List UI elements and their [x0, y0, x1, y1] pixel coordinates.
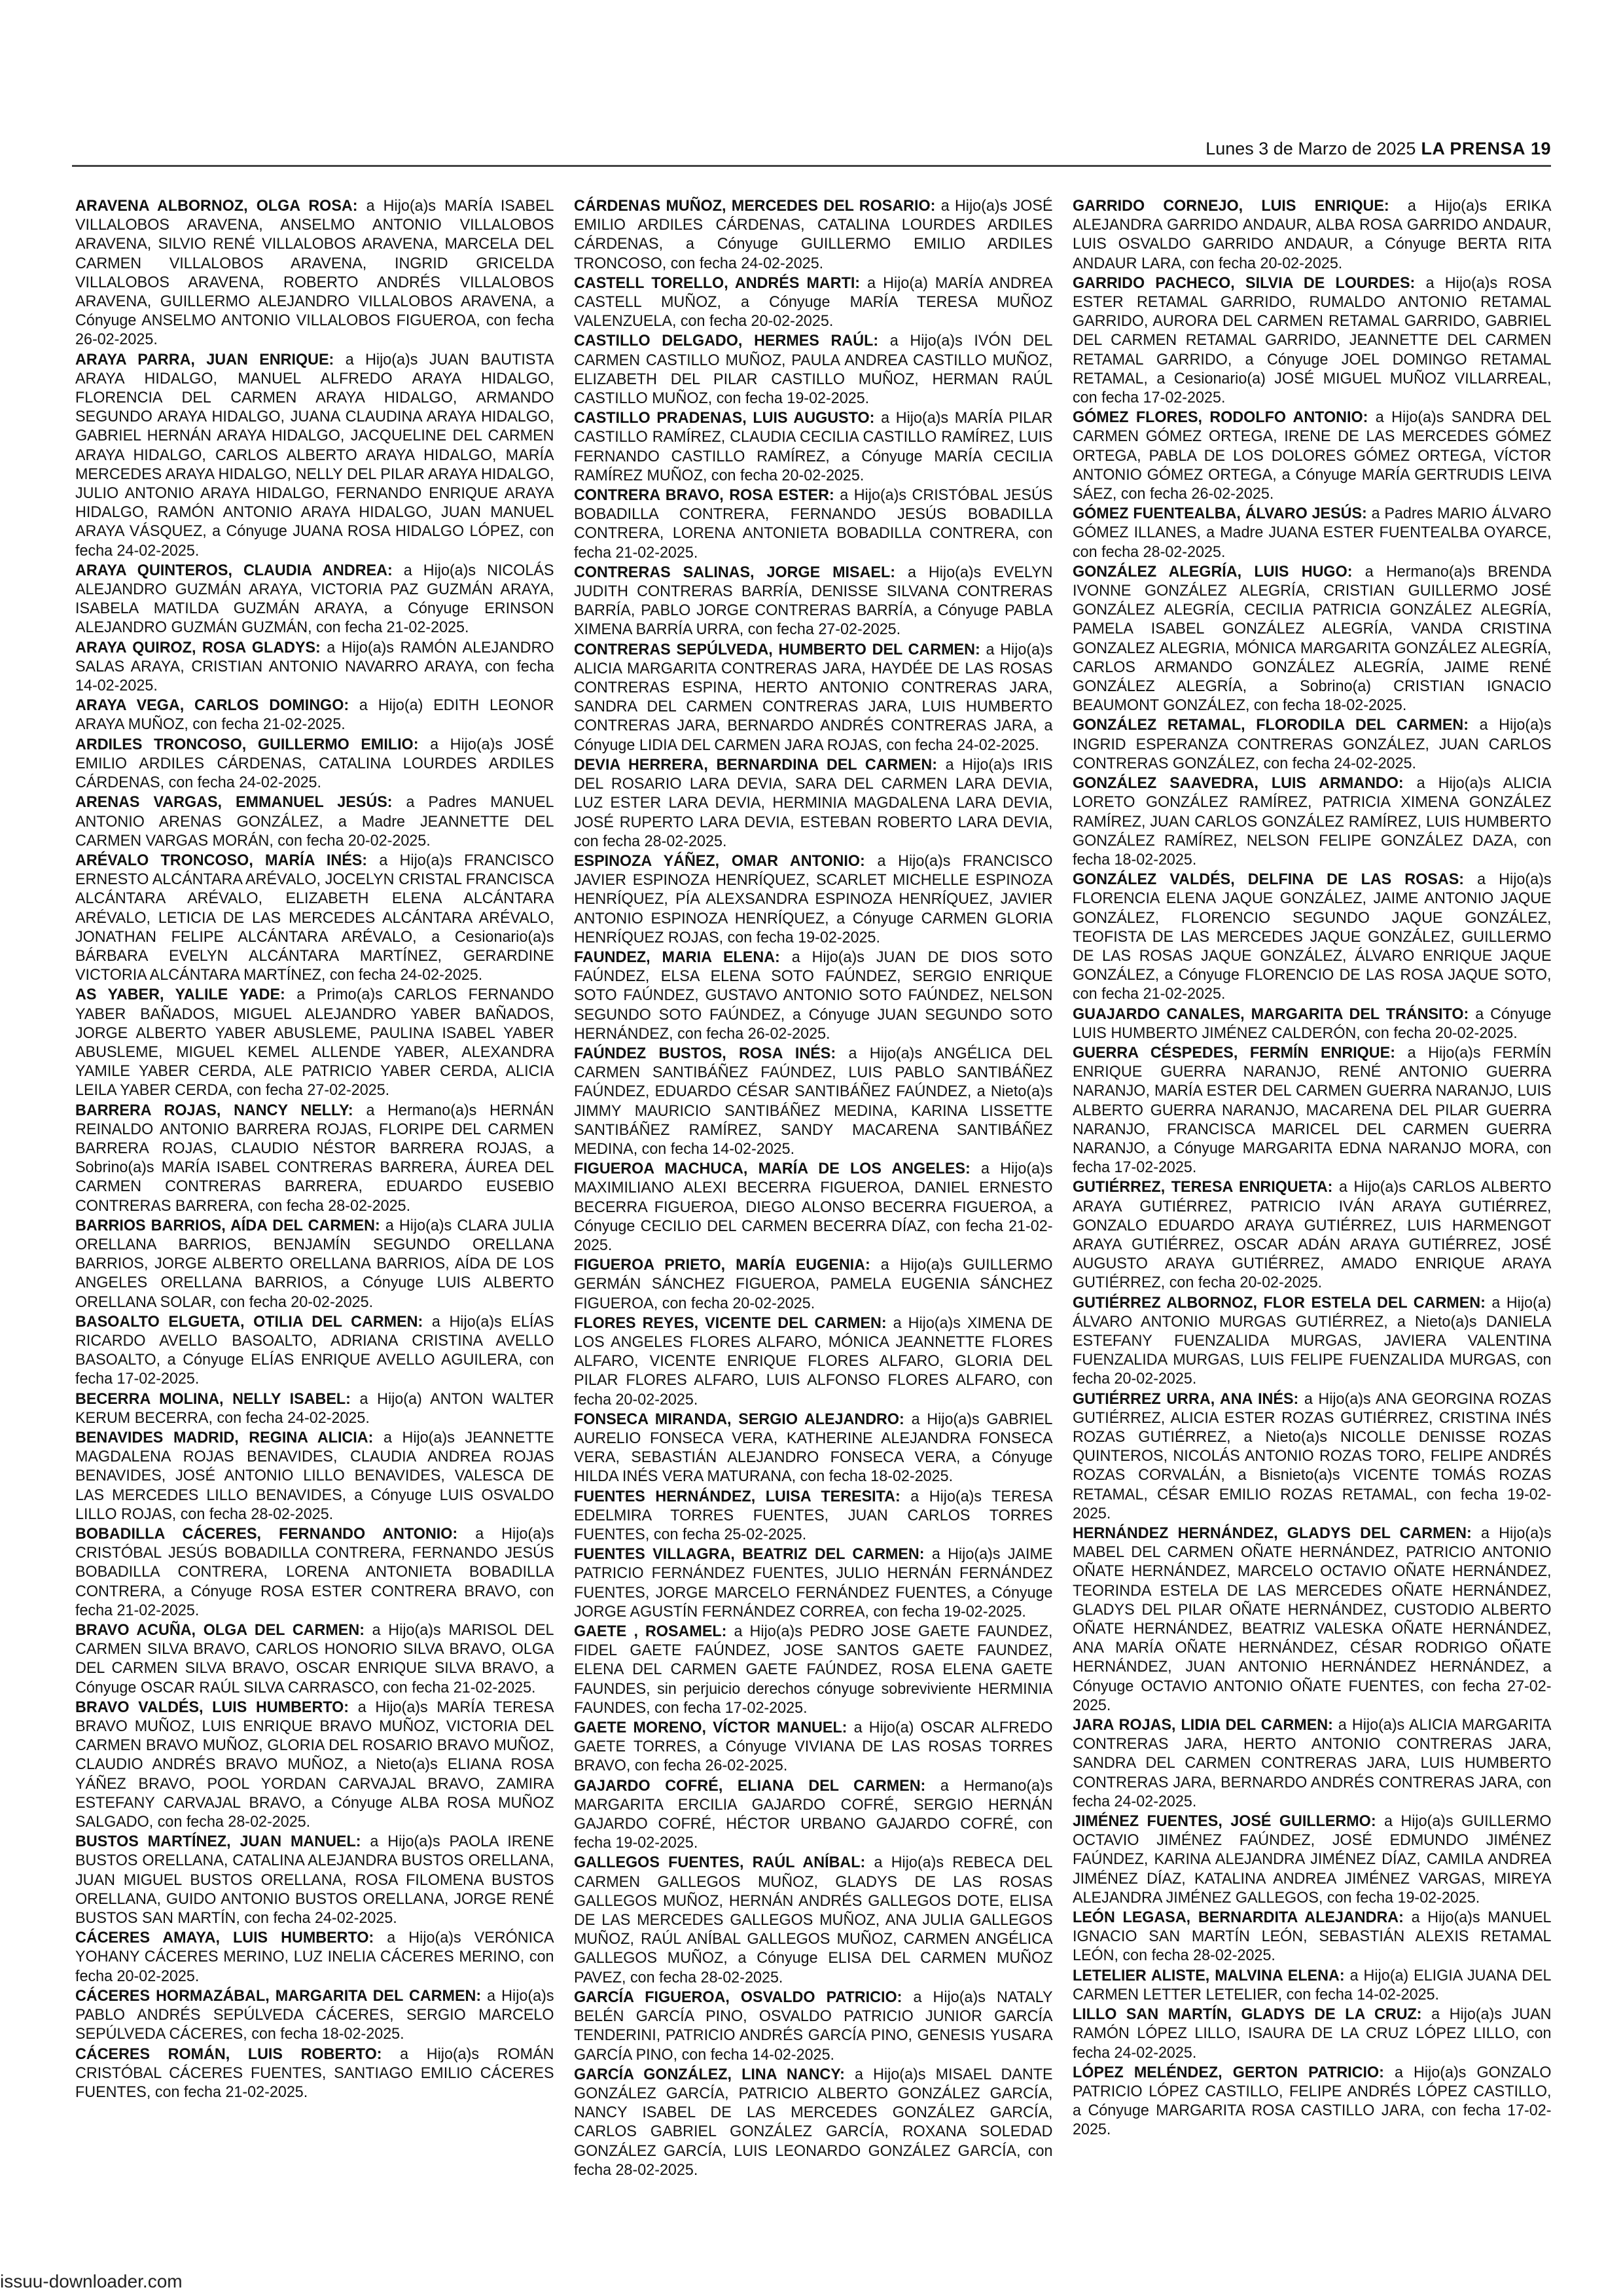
notice-entry: [75, 1928, 554, 1986]
notice-text: a Hijo(a)s FRANCISCO ERNESTO ALCÁNTARA ARÉVALO, JOCELYN CRISTAL FRANCISCA ALCÁNTARA ARÉVALO, ELIZABETH ELENA ALCÁNTARA ARÉVALO, LETICIA DE LAS MERCEDES ALCÁNTARA ARÉVALO, JONATHAN FELIPE ALCÁNTARA ARÉVALO, a Cesionario(a)s BÁRBARA EVELYN ALCÁNTARA MARTÍNEZ, GERARDINE VICTORIA ALCÁNTARA MARTÍNEZ, con fecha 24-02-2025.: [75, 851, 554, 984]
notice-name: GALLEGOS FUENTES, RAÚL ANÍBAL:: [574, 1854, 866, 1872]
notice-entry: [574, 1487, 1053, 1545]
notice-name: GONZÁLEZ ALEGRÍA, LUIS HUGO:: [1073, 562, 1353, 581]
notice-name: BARRIOS BARRIOS, AÍDA DEL CARMEN:: [75, 1216, 380, 1234]
notice-name: BRAVO ACUÑA, OLGA DEL CARMEN:: [75, 1621, 365, 1640]
notice-name: CASTILLO DELGADO, HERMES RAÚL:: [574, 332, 879, 350]
notice-entry: [1073, 774, 1552, 869]
notice-text: a Hijo(a) EDITH LEONOR ARAYA MUÑOZ, con fecha 21-02-2025.: [75, 696, 554, 734]
notice-name: LEÓN LEGASA, BERNARDITA ALEJANDRA:: [1073, 1909, 1404, 1927]
notice-entry: [75, 638, 554, 696]
notice-entry: [75, 561, 554, 637]
notice-entry: [574, 1410, 1053, 1486]
notice-entry: [1073, 1043, 1552, 1177]
notice-entry: [574, 274, 1053, 331]
notice-text: a Padres MARIO ÁLVARO GÓMEZ ILLANES, a Madre JUANA ESTER FUENTEALBA OYARCE, con fecha 28-02-2025.: [1073, 505, 1552, 561]
notice-entry: [574, 2065, 1053, 2179]
notice-name: BASOALTO ELGUETA, OTILIA DEL CARMEN:: [75, 1312, 423, 1331]
notice-text: a Hijo(a)s GONZALO PATRICIO LÓPEZ CASTILLO, FELIPE ANDRÉS LÓPEZ CASTILLO, a Cónyuge MARGARITA ROSA CASTILLO JARA, con fecha 17-02-2025.: [1073, 2063, 1552, 2139]
notice-text: a Hijo(a)s MARÍA ISABEL VILLALOBOS ARAVENA, ANSELMO ANTONIO VILLALOBOS ARAVENA, SILVIO RENÉ VILLALOBOS ARAVENA, MARCELA DEL CARMEN VILLALOBOS ARAVENA, INGRID GRICELDA VILLALOBOS ARAVENA, ROBERTO ANDRÉS VILLALOBOS ARAVENA, GUILLERMO ALEJANDRO VILLALOBOS ARAVENA, a Cónyuge ANSELMO ANTONIO VILLALOBOS FIGUEROA, con fecha 26-02-2025.: [75, 197, 554, 349]
notice-text: a Hijo(a)s MABEL DEL CARMEN OÑATE HERNÁNDEZ, PATRICIO ANTONIO OÑATE HERNÁNDEZ, MARCELO OCTAVIO OÑATE HERNÁNDEZ, TEORINDA ESTELA DE LAS MERCEDES OÑATE HERNÁNDEZ, GLADYS DEL PILAR OÑATE HERNÁNDEZ, CUSTODIO ALBERTO OÑATE HERNÁNDEZ, BEATRIZ VALESKA OÑATE HERNÁNDEZ, ANA MARÍA OÑATE HERNÁNDEZ, CÉSAR RODRIGO OÑATE HERNÁNDEZ, JUAN ANTONIO HERNÁNDEZ HERNÁNDEZ, a Cónyuge OCTAVIO ANTONIO OÑATE FUENTES, con fecha 27-02-2025.: [1073, 1524, 1552, 1714]
notice-name: LETELIER ALISTE, MALVINA ELENA:: [1073, 1966, 1345, 1984]
notice-name: ARAYA PARRA, JUAN ENRIQUE:: [75, 350, 334, 368]
notice-name: FLORES REYES, VICENTE DEL CARMEN:: [574, 1314, 887, 1332]
notice-entry: [574, 1255, 1053, 1313]
column-3: [1073, 196, 1552, 2180]
notice-name: DEVIA HERRERA, BERNARDINA DEL CARMEN:: [574, 755, 937, 774]
notice-name: BECERRA MOLINA, NELLY ISABEL:: [75, 1390, 351, 1408]
notice-text: a Hijo(a)s JUAN DE DIOS SOTO FAÚNDEZ, ELSA ELENA SOTO FAÚNDEZ, SERGIO ENRIQUE SOTO FAÚNDEZ, GUSTAVO ANTONIO SOTO FAÚNDEZ, NELSON SEGUNDO SOTO FAÚNDEZ, a Cónyuge JUAN SEGUNDO SOTO HERNÁNDEZ, con fecha 26-02-2025.: [574, 948, 1053, 1043]
notice-entry: [574, 1988, 1053, 2064]
notice-name: FIGUEROA PRIETO, MARÍA EUGENIA:: [574, 1256, 870, 1274]
notice-text: a Hijo(a)s CLARA JULIA ORELLANA BARRIOS, BENJAMÍN SEGUNDO ORELLANA BARRIOS, JORGE ALBERTO ORELLANA BARRIOS, AÍDA DE LOS ANGELES ORELLANA BARRIOS, a Cónyuge LUIS ALBERTO ORELLANA SOLAR, con fecha 20-02-2025.: [75, 1216, 554, 1311]
notice-name: HERNÁNDEZ HERNÁNDEZ, GLADYS DEL CARMEN:: [1073, 1524, 1472, 1543]
notice-name: GÓMEZ FUENTEALBA, ÁLVARO JESÚS:: [1073, 505, 1367, 523]
notice-name: ARAYA VEGA, CARLOS DOMINGO:: [75, 696, 349, 715]
notice-entry: [1073, 1005, 1552, 1043]
notice-entry: [1073, 408, 1552, 503]
notice-text: a Hijo(a)s MARÍA TERESA BRAVO MUÑOZ, LUIS ENRIQUE BRAVO MUÑOZ, VICTORIA DEL CARMEN BRAVO MUÑOZ, GLORIA DEL ROSARIO BRAVO MUÑOZ, CLAUDIO ANDRÉS BRAVO MUÑOZ, a Nieto(a)s ELIANA ROSA YÁÑEZ BRAVO, POOL YORDAN CARVAJAL BRAVO, ZAMIRA ESTEFANY CARVAJAL BRAVO, a Cónyuge ALBA ROSA MUÑOZ SALGADO, con fecha 28-02-2025.: [75, 1698, 554, 1831]
notice-entry: [574, 196, 1053, 273]
notice-entry: [574, 1718, 1053, 1776]
notice-entry: [574, 640, 1053, 755]
notice-text: a Hijo(a)s ALICIA MARGARITA CONTRERAS JARA, HAYDÉE DE LAS ROSAS CONTRERAS ESPINA, HERTO ANTONIO CONTRERAS JARA, SANDRA DEL CARMEN CONTRERAS JARA, LUIS HUMBERTO CONTRERAS JARA, BERNARDO ANDRÉS CONTRERAS JARA, a Cónyuge LIDIA DEL CARMEN JARA ROJAS, con fecha 24-02-2025.: [574, 640, 1053, 754]
notice-text: a Hijo(a)s GUILLERMO OCTAVIO JIMÉNEZ FAÚNDEZ, JOSÉ EDMUNDO JIMÉNEZ FAÚNDEZ, KARINA ALEJANDRA JIMÉNEZ DÍAZ, CAMILA ANDREA JIMÉNEZ DÍAZ, KATALINA ANDREA JIMÉNEZ VARGAS, MIREYA ALEJANDRA JIMÉNEZ GALLEGOS, con fecha 19-02-2025.: [1073, 1812, 1552, 1907]
notice-entry: [1073, 1812, 1552, 1907]
notice-entry: [1073, 196, 1552, 273]
notice-entry: [574, 1044, 1053, 1158]
notice-name: CÁCERES AMAYA, LUIS HUMBERTO:: [75, 1929, 374, 1947]
notice-text: a Hijo(a)s ALICIA MARGARITA CONTRERAS JARA, HERTO ANTONIO CONTRERAS JARA, SANDRA DEL CARMEN CONTRERAS JARA, LUIS HUMBERTO CONTRERAS JARA, BERNARDO ANDRÉS CONTRERAS JARA, con fecha 24-02-2025.: [1073, 1716, 1552, 1810]
notices-columns: [75, 196, 1554, 2180]
notice-text: a Hijo(a) ELIGIA JUANA DEL CARMEN LETTER LETELIER, con fecha 14-02-2025.: [1073, 1966, 1552, 2003]
notice-text: a Hijo(a)s CARLOS ALBERTO ARAYA GUTIÉRREZ, PATRICIO IVÁN ARAYA GUTIÉRREZ, GONZALO EDUARDO ARAYA GUTIÉRREZ, LUIS HARMENGOT ARAYA GUTIÉRREZ, OSCAR ADÁN ARAYA GUTIÉRREZ, JOSÉ AUGUSTO ARAYA GUTIÉRREZ, AMADO ENRIQUE ARAYA GUTIÉRREZ, con fecha 20-02-2025.: [1073, 1178, 1552, 1292]
notice-text: a Hijo(a)s ROSA ESTER RETAMAL GARRIDO, RUMALDO ANTONIO RETAMAL GARRIDO, AURORA DEL CARMEN RETAMAL GARRIDO, GABRIEL DEL CARMEN RETAMAL GARRIDO, JEANNETTE DEL CARMEN RETAMAL GARRIDO, a Cónyuge JOEL DOMINGO RETAMAL RETAMAL, a Cesionario(a) JOSÉ MIGUEL MUÑOZ VILLARREAL, con fecha 17-02-2025.: [1073, 274, 1552, 407]
notice-text: a Hermano(a)s HERNÁN REINALDO ANTONIO BARRERA ROJAS, FLORIPE DEL CARMEN BARRERA ROJAS, CLAUDIO NÉSTOR BARRERA ROJAS, a Sobrino(a)s MARÍA ISABEL CONTRERAS BARRERA, ÁUREA DEL CARMEN CONTRERAS BARRERA, EDUARDO EUSEBIO CONTRERAS BARRERA, con fecha 28-02-2025.: [75, 1101, 554, 1215]
notice-name: BRAVO VALDÉS, LUIS HUMBERTO:: [75, 1698, 349, 1716]
notice-entry: [1073, 2005, 1552, 2062]
notice-name: GARCÍA FIGUEROA, OSVALDO PATRICIO:: [574, 1988, 902, 2006]
notice-name: GARRIDO CORNEJO, LUIS ENRIQUE:: [1073, 197, 1389, 215]
header-date: Lunes 3 de Marzo de 2025: [1205, 139, 1416, 158]
notice-entry: [574, 408, 1053, 485]
column-2: [574, 196, 1053, 2180]
notice-text: a Hijo(a)s FLORENCIA ELENA JAQUE GONZÁLEZ, JAIME ANTONIO JAQUE GONZÁLEZ, FLORENCIO SEGUNDO JAQUE GONZÁLEZ, TEOFISTA DE LAS MERCEDES JAQUE GONZÁLEZ, GUILLERMO DE LAS ROSAS JAQUE GONZÁLEZ, ÁLVARO ENRIQUE JAQUE GONZÁLEZ, a Cónyuge FLORENCIO DE LAS ROSA JAQUE SOTO, con fecha 21-02-2025.: [1073, 870, 1552, 1003]
notice-name: GUERRA CÉSPEDES, FERMÍN ENRIQUE:: [1073, 1043, 1395, 1062]
notice-entry: [1073, 274, 1552, 407]
notice-text: a Hijo(a)s JUAN RAMÓN LÓPEZ LILLO, ISAURA DE LA CRUZ LÓPEZ LILLO, con fecha 24-02-2025.: [1073, 2005, 1552, 2062]
notice-text: a Hijo(a)s ROMÁN CRISTÓBAL CÁCERES FUENTES, SANTIAGO EMILIO CÁCERES FUENTES, con fecha 21-02-2025.: [75, 2045, 554, 2101]
notice-entry: [574, 1776, 1053, 1853]
notice-text: a Hijo(a) ÁLVARO ANTONIO MURGAS GUTIÉRREZ, a Nieto(a)s DANIELA ESTEFANY FUENZALIDA MURGAS, JAVIERA VALENTINA FUENZALIDA MURGAS, LUIS FELIPE FUENZALIDA MURGAS, con fecha 20-02-2025.: [1073, 1293, 1552, 1388]
notice-name: FIGUEROA MACHUCA, MARÍA DE LOS ANGELES:: [574, 1160, 971, 1178]
notice-entry: [75, 851, 554, 984]
notice-text: a Hijo(a)s VERÓNICA YOHANY CÁCERES MERINO, LUZ INELIA CÁCERES MERINO, con fecha 20-02-2025.: [75, 1929, 554, 1985]
notice-entry: [574, 331, 1053, 408]
notice-text: a Hijo(a)s MAXIMILIANO ALEXI BECERRA FIGUEROA, DANIEL ERNESTO BECERRA FIGUEROA, DIEGO ALONSO BECERRA FIGUEROA, a Cónyuge CECILIO DEL CARMEN BECERRA DÍAZ, con fecha 21-02-2025.: [574, 1160, 1053, 1254]
notice-name: JIMÉNEZ FUENTES, JOSÉ GUILLERMO:: [1073, 1812, 1376, 1831]
notice-entry: [75, 1216, 554, 1312]
notice-text: a Hijo(a)s JUAN BAUTISTA ARAYA HIDALGO, MANUEL ALFREDO ARAYA HIDALGO, FLORENCIA DEL CARMEN ARAYA HIDALGO, ARMANDO SEGUNDO ARAYA HIDALGO, JUANA CLAUDINA ARAYA HIDALGO, GABRIEL HERNÁN ARAYA HIDALGO, JACQUELINE DEL CARMEN ARAYA HIDALGO, CARLOS ALBERTO ARAYA HIDALGO, MARÍA MERCEDES ARAYA HIDALGO, NELLY DEL PILAR ARAYA HIDALGO, JULIO ANTONIO ARAYA HIDALGO, FERNANDO ENRIQUE ARAYA HIDALGO, RAMÓN ANTONIO ARAYA HIDALGO, JUAN MANUEL ARAYA VÁSQUEZ, a Cónyuge JUANA ROSA HIDALGO LÓPEZ, con fecha 24-02-2025.: [75, 350, 554, 560]
notice-text: a Hijo(a)s GUILLERMO GERMÁN SÁNCHEZ FIGUEROA, PAMELA EUGENIA SÁNCHEZ FIGUEROA, con fecha 20-02-2025.: [574, 1256, 1053, 1312]
notice-entry: [574, 1314, 1053, 1409]
notice-name: GUAJARDO CANALES, MARGARITA DEL TRÁNSITO:: [1073, 1005, 1469, 1023]
notice-text: a Hijo(a) MARÍA ANDREA CASTELL MUÑOZ, a Cónyuge MARÍA TERESA MUÑOZ VALENZUELA, con fecha 20-02-2025.: [574, 274, 1053, 331]
notice-text: a Hijo(a)s ALICIA LORETO GONZÁLEZ RAMÍREZ, PATRICIA XIMENA GONZÁLEZ RAMÍREZ, JUAN CARLOS GONZÁLEZ RAMÍREZ, LUIS HUMBERTO GONZÁLEZ RAMÍREZ, NELSON FELIPE GONZÁLEZ DAZA, con fecha 18-02-2025.: [1073, 774, 1552, 869]
page-header: [1205, 139, 1551, 159]
notice-text: a Cónyuge LUIS HUMBERTO JIMÉNEZ CALDERÓN, con fecha 20-02-2025.: [1073, 1005, 1552, 1042]
notice-entry: [1073, 1293, 1552, 1389]
notice-text: a Hijo(a)s JOSÉ EMILIO ARDILES CÁRDENAS, CATALINA LOURDES ARDILES CÁRDENAS, con fecha 24-02-2025.: [75, 735, 554, 792]
notice-name: JARA ROJAS, LIDIA DEL CARMEN:: [1073, 1716, 1333, 1734]
notice-name: FAÚNDEZ BUSTOS, ROSA INÉS:: [574, 1044, 836, 1062]
notice-entry: [75, 196, 554, 350]
notice-text: a Hijo(a)s EVELYN JUDITH CONTRERAS BARRÍA, DENISSE SILVANA CONTRERAS BARRÍA, PABLO JORGE CONTRERAS BARRÍA, a Cónyuge PABLA XIMENA BARRÍA URRA, con fecha 27-02-2025.: [574, 563, 1053, 639]
notice-text: a Hermano(a)s BRENDA IVONNE GONZÁLEZ ALEGRÍA, CRISTIAN GUILLERMO JOSÉ GONZÁLEZ ALEGRÍA, CECILIA PATRICIA GONZÁLEZ ALEGRÍA, PAMELA ISABEL GONZÁLEZ ALEGRÍA, VANDA CRISTINA GONZALEZ ALEGRIA, MÓNICA MARGARITA GONZÁLEZ ALEGRÍA, CARLOS ARMANDO GONZÁLEZ ALEGRÍA, JAIME RENÉ GONZÁLEZ ALEGRÍA, a Sobrino(a) CRISTIAN IGNACIO BEAUMONT GONZÁLEZ, con fecha 18-02-2025.: [1073, 562, 1552, 715]
notice-entry: [1073, 870, 1552, 1003]
notice-text: a Hijo(a) OSCAR ALFREDO GAETE TORRES, a Cónyuge VIVIANA DE LAS ROSAS TORRES BRAVO, con fecha 26-02-2025.: [574, 1719, 1053, 1775]
notice-name: CONTRERA BRAVO, ROSA ESTER:: [574, 486, 834, 505]
notice-text: a Hermano(a)s MARGARITA ERCILIA GAJARDO COFRÉ, SERGIO HERNÁN GAJARDO COFRÉ, HÉCTOR URBANO GAJARDO COFRÉ, con fecha 19-02-2025.: [574, 1776, 1053, 1852]
notice-text: a Hijo(a)s JOSÉ EMILIO ARDILES CÁRDENAS, CATALINA LOURDES ARDILES CÁRDENAS, a Cónyuge GUILLERMO EMILIO ARDILES TRONCOSO, con fecha 24-02-2025.: [574, 197, 1053, 272]
notice-text: a Hijo(a)s PEDRO JOSE GAETE FAUNDEZ, FIDEL GAETE FAÚNDEZ, JOSE SANTOS GAETE FAUNDEZ, ELENA DEL CARMEN GAETE FAÚNDEZ, ROSA ELENA GAETE FAUNDES, sin perjuicio derechos cónyuge sobreviviente HERMINIA FAUNDES, con fecha 17-02-2025.: [574, 1623, 1053, 1717]
notice-text: a Hijo(a)s JEANNETTE MAGDALENA ROJAS BENAVIDES, CLAUDIA ANDREA ROJAS BENAVIDES, JOSÉ ANTONIO LILLO BENAVIDES, VALESCA DE LAS MERCEDES LILLO BENAVIDES, a Cónyuge LUIS OSVALDO LILLO ROJAS, con fecha 28-02-2025.: [75, 1429, 554, 1523]
column-1: [75, 196, 554, 2180]
notice-entry: [75, 1390, 554, 1427]
notice-text: a Hijo(a)s FERMÍN ENRIQUE GUERRA NARANJO, RENÉ ANTONIO GUERRA NARANJO, MARÍA ESTER DEL CARMEN GUERRA NARANJO, LUIS ALBERTO GUERRA NARANJO, MACARENA DEL PILAR GUERRA NARANJO, FRANCISCA MARICEL DEL CARMEN GUERRA NARANJO, a Cónyuge MARGARITA EDNA NARANJO MORA, con fecha 17-02-2025.: [1073, 1043, 1552, 1177]
notice-text: a Hijo(a)s NICOLÁS ALEJANDRO GUZMÁN ARAYA, VICTORIA PAZ GUZMÁN ARAYA, ISABELA MATILDA GUZMÁN ARAYA, a Cónyuge ERINSON ALEJANDRO GUZMÁN GUZMÁN, con fecha 21-02-2025.: [75, 561, 554, 637]
notice-name: ARAVENA ALBORNOZ, OLGA ROSA:: [75, 197, 358, 215]
notice-entry: [574, 948, 1053, 1043]
notice-name: AS YABER, YALILE YADE:: [75, 986, 285, 1004]
notice-entry: [75, 1698, 554, 1831]
notice-name: CÁRDENAS MUÑOZ, MERCEDES DEL ROSARIO:: [574, 197, 936, 215]
notice-name: CONTRERAS SEPÚLVEDA, HUMBERTO DEL CARMEN:: [574, 640, 980, 658]
notice-text: a Hijo(a)s GABRIEL AURELIO FONSECA VERA, KATHERINE ALEJANDRA FONSECA VERA, SEBASTIÁN ALEJANDRO FONSECA VERA, a Cónyuge HILDA INÉS VERA MATURANA, con fecha 18-02-2025.: [574, 1410, 1053, 1486]
notice-entry: [1073, 1908, 1552, 1965]
notice-entry: [75, 1986, 554, 2044]
notice-text: a Hijo(a)s NATALY BELÉN GARCÍA PINO, OSVALDO PATRICIO JUNIOR GARCÍA TENDERINI, PATRICIO ANDRÉS GARCÍA PINO, GENESIS YUSARA GARCÍA PINO, con fecha 14-02-2025.: [574, 1988, 1053, 2064]
notice-text: a Hijo(a)s INGRID ESPERANZA CONTRERAS GONZÁLEZ, JUAN CARLOS CONTRERAS GONZÁLEZ, con fecha 24-02-2025.: [1073, 716, 1552, 772]
notice-entry: [574, 1622, 1053, 1717]
notice-name: GONZÁLEZ SAAVEDRA, LUIS ARMANDO:: [1073, 774, 1404, 793]
notice-text: a Hijo(a) ANTON WALTER KERUM BECERRA, con fecha 24-02-2025.: [75, 1390, 554, 1427]
notice-name: LÓPEZ MELÉNDEZ, GERTON PATRICIO:: [1073, 2063, 1384, 2081]
notice-text: a Hijo(a)s ANGÉLICA DEL CARMEN SANTIBÁÑEZ FAÚNDEZ, LUIS PABLO SANTIBÁÑEZ FAÚNDEZ, EDUARDO CÉSAR SANTIBÁÑEZ FAÚNDEZ, a Nieto(a)s JIMMY MAURICIO SANTIBÁÑEZ MEDINA, KARINA LISSETTE SANTIBÁÑEZ RAMÍREZ, SANDY MACARENA SANTIBÁÑEZ MEDINA, con fecha 14-02-2025.: [574, 1044, 1053, 1158]
notice-name: CÁCERES HORMAZÁBAL, MARGARITA DEL CARMEN:: [75, 1986, 482, 2005]
notice-entry: [75, 793, 554, 850]
notice-name: GAETE MORENO, VÍCTOR MANUEL:: [574, 1719, 847, 1737]
notice-name: ARAYA QUIROZ, ROSA GLADYS:: [75, 638, 321, 656]
notice-entry: [574, 755, 1053, 851]
notice-entry: [574, 852, 1053, 947]
notice-entry: [75, 1832, 554, 1928]
notice-name: GAJARDO COFRÉ, ELIANA DEL CARMEN:: [574, 1776, 926, 1795]
notice-entry: [75, 350, 554, 560]
notice-text: a Padres MANUEL ANTONIO ARENAS GONZÁLEZ, a Madre JEANNETTE DEL CARMEN VARGAS MORÁN, con fecha 20-02-2025.: [75, 793, 554, 850]
notice-name: FAUNDEZ, MARIA ELENA:: [574, 948, 780, 966]
notice-entry: [574, 486, 1053, 562]
notice-entry: [1073, 1177, 1552, 1292]
notice-entry: [75, 2045, 554, 2102]
notice-name: GUTIÉRREZ, TERESA ENRIQUETA:: [1073, 1178, 1333, 1196]
notice-entry: [574, 1159, 1053, 1255]
notice-name: GARCÍA GONZÁLEZ, LINA NANCY:: [574, 2065, 845, 2083]
notice-name: GONZÁLEZ RETAMAL, FLORODILA DEL CARMEN:: [1073, 716, 1469, 734]
notice-text: a Hijo(a)s JAIME PATRICIO FERNÁNDEZ FUENTES, JULIO HERNÁN FERNÁNDEZ FUENTES, JORGE MARCELO FERNÁNDEZ FUENTES, a Cónyuge JORGE AGUSTÍN FERNÁNDEZ CORREA, con fecha 19-02-2025.: [574, 1545, 1053, 1621]
notice-entry: [75, 1524, 554, 1620]
notice-entry: [75, 735, 554, 793]
notice-name: BENAVIDES MADRID, REGINA ALICIA:: [75, 1429, 374, 1446]
notice-entry: [1073, 1966, 1552, 2004]
notice-entry: [1073, 562, 1552, 715]
notice-entry: [1073, 504, 1552, 562]
notice-text: a Hijo(a)s MARISOL DEL CARMEN SILVA BRAVO, CARLOS HONORIO SILVA BRAVO, OLGA DEL CARMEN SILVA BRAVO, OSCAR ENRIQUE SILVA BRAVO, a Cónyuge OSCAR RAÚL SILVA CARRASCO, con fecha 21-02-2025.: [75, 1621, 554, 1696]
notice-entry: [1073, 1390, 1552, 1523]
notice-text: a Hijo(a)s MISAEL DANTE GONZÁLEZ GARCÍA, PATRICIO ALBERTO GONZÁLEZ GARCÍA, NANCY ISABEL DE LAS MERCEDES GONZÁLEZ GARCÍA, CARLOS GABRIEL GONZÁLEZ GARCÍA, ROXANA SOLEDAD GONZÁLEZ GARCÍA, LUIS LEONARDO GONZÁLEZ GARCÍA, con fecha 28-02-2025.: [574, 2065, 1053, 2179]
notice-text: a Hijo(a)s ANA GEORGINA ROZAS GUTIÉRREZ, ALICIA ESTER ROZAS GUTIÉRREZ, CRISTINA INÉS ROZAS GUTIÉRREZ, a Nieto(a)s NICOLLE DENISSE ROZAS QUINTEROS, NICOLÁS ANTONIO ROZAS TORO, FELIPE ANDRÉS ROZAS CORVALÁN, a Bisnieto(a)s VICENTE TOMÁS ROZAS RETAMAL, CÉSAR EMILIO ROZAS RETAMAL, con fecha 19-02-2025.: [1073, 1390, 1552, 1522]
page-number: 19: [1530, 139, 1551, 158]
notice-text: a Hijo(a)s FRANCISCO JAVIER ESPINOZA HENRÍQUEZ, SCARLET MICHELLE ESPINOZA HENRÍQUEZ, PÍA ALEXSANDRA ESPINOZA HENRÍQUEZ, JAVIER ANTONIO ESPINOZA HENRÍQUEZ, a Cónyuge CARMEN GLORIA HENRÍQUEZ ROJAS, con fecha 19-02-2025.: [574, 852, 1053, 946]
header-rule: [72, 165, 1551, 167]
notice-text: a Hijo(a)s REBECA DEL CARMEN GALLEGOS MUÑOZ, GLADYS DE LAS ROSAS GALLEGOS MUÑOZ, HERNÁN ANDRÉS GALLEGOS DOTE, ELISA DE LAS MERCEDES GALLEGOS MUÑOZ, ANA JULIA GALLEGOS MUÑOZ, RAÚL ANÍBAL GALLEGOS MUÑOZ, CARMEN ANGÉLICA GALLEGOS MUÑOZ, a Cónyuge ELISA DEL CARMEN MUÑOZ PAVEZ, con fecha 28-02-2025.: [574, 1854, 1053, 1986]
notice-name: CÁCERES ROMÁN, LUIS ROBERTO:: [75, 2045, 382, 2063]
notice-entry: [75, 1428, 554, 1524]
notice-name: ARDILES TRONCOSO, GUILLERMO EMILIO:: [75, 735, 419, 753]
notice-name: GONZÁLEZ VALDÉS, DELFINA DE LAS ROSAS:: [1073, 870, 1465, 889]
notice-text: a Hijo(a)s TERESA EDELMIRA TORRES FUENTES, JUAN CARLOS TORRES FUENTES, con fecha 25-02-2025.: [574, 1487, 1053, 1544]
notice-text: a Hijo(a)s XIMENA DE LOS ANGELES FLORES ALFARO, MÓNICA JEANNETTE FLORES ALFARO, VICENTE ENRIQUE FLORES ALFARO, GLORIA DEL PILAR FLORES ALFARO, LUIS ALFONSO FLORES ALFARO, con fecha 20-02-2025.: [574, 1314, 1053, 1408]
notice-entry: [75, 1621, 554, 1697]
notice-text: a Hijo(a)s IRIS DEL ROSARIO LARA DEVIA, SARA DEL CARMEN LARA DEVIA, LUZ ESTER LARA DEVIA, HERMINIA MAGDALENA LARA DEVIA, JOSÉ RUPERTO LARA DEVIA, ESTEBAN ROBERTO LARA DEVIA, con fecha 28-02-2025.: [574, 755, 1053, 850]
notice-entry: [1073, 715, 1552, 773]
notice-entry: [75, 1312, 554, 1389]
notice-text: a Hijo(a)s CRISTÓBAL JESÚS BOBADILLA CONTRERA, FERNANDO JESÚS BOBADILLA CONTRERA, LORENA ANTONIETA BOBADILLA CONTRERA, con fecha 21-02-2025.: [574, 486, 1053, 562]
notice-name: BARRERA ROJAS, NANCY NELLY:: [75, 1101, 353, 1119]
notice-name: ARÉVALO TRONCOSO, MARÍA INÉS:: [75, 851, 368, 869]
newspaper-name: LA PRENSA: [1421, 139, 1525, 158]
notice-name: GARRIDO PACHECO, SILVIA DE LOURDES:: [1073, 274, 1416, 292]
notice-name: ESPINOZA YÁÑEZ, OMAR ANTONIO:: [574, 852, 865, 870]
notice-name: BOBADILLA CÁCERES, FERNANDO ANTONIO:: [75, 1525, 458, 1543]
notice-entry: [75, 1101, 554, 1215]
notice-name: ARENAS VARGAS, EMMANUEL JESÚS:: [75, 793, 393, 812]
notice-entry: [574, 1853, 1053, 1986]
notice-entry: [1073, 1524, 1552, 1715]
notice-name: BUSTOS MARTÍNEZ, JUAN MANUEL:: [75, 1833, 361, 1851]
notice-name: GÓMEZ FLORES, RODOLFO ANTONIO:: [1073, 408, 1368, 427]
notice-text: a Hijo(a)s PAOLA IRENE BUSTOS ORELLANA, CATALINA ALEJANDRA BUSTOS ORELLANA, JUAN MIGUEL BUSTOS ORELLANA, ROSA FILOMENA BUSTOS ORELLANA, GUIDO ANTONIO BUSTOS ORELLANA, JORGE RENÉ BUSTOS SAN MARTÍN, con fecha 24-02-2025.: [75, 1833, 554, 1928]
notice-text: a Hijo(a)s RAMÓN ALEJANDRO SALAS ARAYA, CRISTIAN ANTONIO NAVARRO ARAYA, con fecha 14-02-2025.: [75, 638, 554, 695]
notice-name: ARAYA QUINTEROS, CLAUDIA ANDREA:: [75, 561, 393, 579]
notice-text: a Hijo(a)s MANUEL IGNACIO SAN MARTÍN LEÓN, SEBASTIÁN ALEXIS RETAMAL LEÓN, con fecha 28-02-2025.: [1073, 1909, 1552, 1965]
notice-name: GAETE , ROSAMEL:: [574, 1623, 727, 1641]
notice-entry: [1073, 2063, 1552, 2140]
notice-text: a Hijo(a)s ELÍAS RICARDO AVELLO BASOALTO, ADRIANA CRISTINA AVELLO BASOALTO, a Cónyuge ELÍAS ENRIQUE AVELLO AGUILERA, con fecha 17-02-2025.: [75, 1312, 554, 1388]
notice-name: LILLO SAN MARTÍN, GLADYS DE LA CRUZ:: [1073, 2005, 1422, 2024]
notice-text: a Hijo(a)s MARÍA PILAR CASTILLO RAMÍREZ, CLAUDIA CECILIA CASTILLO RAMÍREZ, LUIS FERNANDO CASTILLO RAMÍREZ, a Cónyuge MARÍA CECILIA RAMÍREZ MUÑOZ, con fecha 20-02-2025.: [574, 409, 1053, 484]
notice-text: a Hijo(a)s PABLO ANDRÉS SEPÚLVEDA CÁCERES, SERGIO MARCELO SEPÚLVEDA CÁCERES, con fecha 18-02-2025.: [75, 1986, 554, 2043]
watermark: issuu-downloader.com: [0, 2271, 183, 2291]
notice-name: GUTIÉRREZ URRA, ANA INÉS:: [1073, 1390, 1299, 1408]
notice-entry: [75, 696, 554, 734]
notice-text: a Hijo(a)s ERIKA ALEJANDRA GARRIDO ANDAUR, ALBA ROSA GARRIDO ANDAUR, LUIS OSVALDO GARRIDO ANDAUR, a Cónyuge BERTA RITA ANDAUR LARA, con fecha 20-02-2025.: [1073, 197, 1552, 272]
notice-name: CASTILLO PRADENAS, LUIS AUGUSTO:: [574, 409, 875, 427]
notice-name: FUENTES HERNÁNDEZ, LUISA TERESITA:: [574, 1487, 901, 1505]
notice-text: a Hijo(a)s SANDRA DEL CARMEN GÓMEZ ORTEGA, IRENE DE LAS MERCEDES GÓMEZ ORTEGA, PABLA DE LOS DOLORES GÓMEZ ORTEGA, VÍCTOR ANTONIO GÓMEZ ORTEGA, a Cónyuge MARÍA GERTRUDIS LEIVA SÁEZ, con fecha 26-02-2025.: [1073, 408, 1552, 503]
notice-name: CONTRERAS SALINAS, JORGE MISAEL:: [574, 563, 896, 581]
notice-name: GUTIÉRREZ ALBORNOZ, FLOR ESTELA DEL CARMEN:: [1073, 1293, 1486, 1312]
notice-text: a Primo(a)s CARLOS FERNANDO YABER BAÑADOS, MIGUEL ALEJANDRO YABER BAÑADOS, JORGE ALBERTO YABER ABUSLEME, PAULINA ISABEL YABER ABUSLEME, MIGUEL KEMEL ALLENDE YABER, ALEXANDRA YAMILE YABER CERDA, ALE PATRICIO YABER CERDA, ALICIA LEILA YABER CERDA, con fecha 27-02-2025.: [75, 986, 554, 1100]
notice-entry: [574, 563, 1053, 639]
notice-text: a Hijo(a)s CRISTÓBAL JESÚS BOBADILLA CONTRERA, FERNANDO JESÚS BOBADILLA CONTRERA, LORENA ANTONIETA BOBADILLA CONTRERA, a Cónyuge ROSA ESTER CONTRERA BRAVO, con fecha 21-02-2025.: [75, 1525, 554, 1619]
notice-name: CASTELL TORELLO, ANDRÉS MARTI:: [574, 274, 861, 292]
notice-name: FONSECA MIRANDA, SERGIO ALEJANDRO:: [574, 1410, 904, 1428]
notice-entry: [1073, 1715, 1552, 1811]
notice-name: FUENTES VILLAGRA, BEATRIZ DEL CARMEN:: [574, 1545, 925, 1564]
notice-entry: [75, 985, 554, 1100]
notice-text: a Hijo(a)s IVÓN DEL CARMEN CASTILLO MUÑOZ, PAULA ANDREA CASTILLO MUÑOZ, ELIZABETH DEL PILAR CASTILLO MUÑOZ, HERMAN RAÚL CASTILLO MUÑOZ, con fecha 19-02-2025.: [574, 332, 1053, 408]
notice-entry: [574, 1545, 1053, 1621]
